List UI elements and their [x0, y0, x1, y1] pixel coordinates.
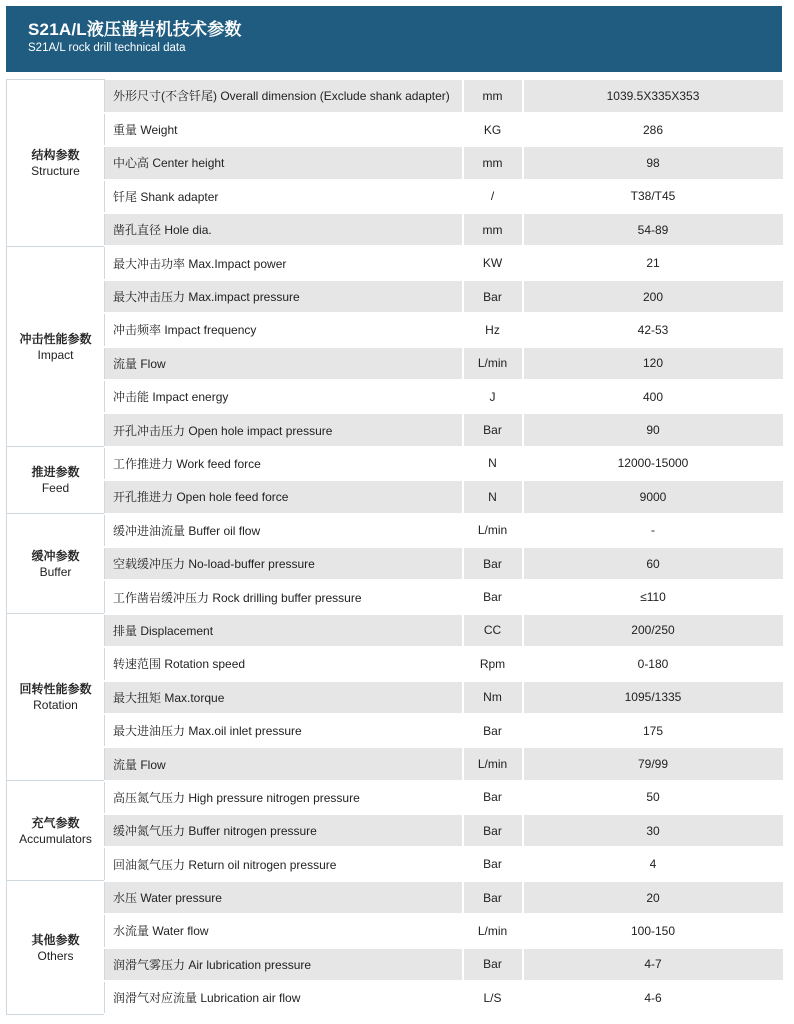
parameter-cell: 冲击能 Impact energy — [105, 380, 463, 413]
value-cell: 60 — [523, 547, 783, 580]
category-name-en: Accumulators — [19, 831, 92, 846]
parameter-cell: 缓冲氮气压力 Buffer nitrogen pressure — [105, 814, 463, 847]
table-row — [7, 547, 783, 580]
unit-cell: Bar — [463, 781, 523, 814]
category-name-cn: 结构参数 — [31, 147, 80, 162]
unit-cell: mm — [463, 213, 523, 246]
value-cell: ≤110 — [523, 580, 783, 613]
category-name-en: Buffer — [39, 564, 72, 579]
parameter-cell: 转速范围 Rotation speed — [105, 647, 463, 680]
table-row — [7, 146, 783, 179]
unit-cell: mm — [463, 80, 523, 113]
unit-cell: N — [463, 447, 523, 480]
table-row — [7, 914, 783, 947]
parameter-cell: 回油氮气压力 Return oil nitrogen pressure — [105, 847, 463, 880]
parameter-cell: 钎尾 Shank adapter — [105, 180, 463, 213]
value-cell: 9000 — [523, 480, 783, 513]
category-name-cn: 其他参数 — [31, 932, 80, 947]
category-name-en: Feed — [41, 481, 70, 496]
unit-cell: N — [463, 480, 523, 513]
value-cell: 54-89 — [523, 213, 783, 246]
parameter-cell: 润滑气对应流量 Lubrication air flow — [105, 981, 463, 1014]
table-row — [7, 447, 783, 480]
parameter-cell: 冲击频率 Impact frequency — [105, 313, 463, 346]
category-name-en: Rotation — [33, 698, 78, 713]
value-cell: 1039.5X335X353 — [523, 80, 783, 113]
header-banner — [6, 6, 782, 72]
table-row — [7, 981, 783, 1014]
table-row — [7, 580, 783, 613]
value-cell: 4 — [523, 847, 783, 880]
unit-cell: L/min — [463, 514, 523, 547]
value-cell: 286 — [523, 113, 783, 146]
category-cell — [7, 447, 105, 514]
table-row — [7, 814, 783, 847]
unit-cell: Bar — [463, 948, 523, 981]
parameter-cell: 最大冲击功率 Max.Impact power — [105, 246, 463, 279]
parameter-cell: 中心高 Center height — [105, 146, 463, 179]
table-row — [7, 480, 783, 513]
parameter-cell: 水流量 Water flow — [105, 914, 463, 947]
value-cell: 0-180 — [523, 647, 783, 680]
spec-sheet — [6, 6, 782, 1015]
unit-cell: L/min — [463, 914, 523, 947]
parameter-cell: 凿孔直径 Hole dia. — [105, 213, 463, 246]
unit-cell: CC — [463, 614, 523, 647]
unit-cell: Bar — [463, 280, 523, 313]
parameter-cell: 流量 Flow — [105, 347, 463, 380]
value-cell: 200/250 — [523, 614, 783, 647]
unit-cell: Bar — [463, 847, 523, 880]
table-row — [7, 313, 783, 346]
parameter-cell: 最大冲击压力 Max.impact pressure — [105, 280, 463, 313]
value-cell: 50 — [523, 781, 783, 814]
parameter-cell: 外形尺寸(不含钎尾) Overall dimension (Exclude shank adapter) — [105, 80, 463, 113]
category-cell — [7, 881, 105, 1015]
spec-table — [6, 79, 783, 1015]
value-cell: 175 — [523, 714, 783, 747]
unit-cell: / — [463, 180, 523, 213]
value-cell: 30 — [523, 814, 783, 847]
unit-cell: Bar — [463, 814, 523, 847]
table-row — [7, 380, 783, 413]
category-cell — [7, 614, 105, 781]
parameter-cell: 开孔推进力 Open hole feed force — [105, 480, 463, 513]
table-row — [7, 113, 783, 146]
table-row — [7, 280, 783, 313]
unit-cell: Bar — [463, 580, 523, 613]
unit-cell: L/min — [463, 347, 523, 380]
table-row — [7, 681, 783, 714]
parameter-cell: 排量 Displacement — [105, 614, 463, 647]
category-cell — [7, 781, 105, 881]
value-cell: 4-7 — [523, 948, 783, 981]
parameter-cell: 开孔冲击压力 Open hole impact pressure — [105, 413, 463, 446]
table-row — [7, 514, 783, 547]
value-cell: 4-6 — [523, 981, 783, 1014]
value-cell: 90 — [523, 413, 783, 446]
value-cell: 98 — [523, 146, 783, 179]
parameter-cell: 工作推进力 Work feed force — [105, 447, 463, 480]
unit-cell: Bar — [463, 714, 523, 747]
value-cell: 20 — [523, 881, 783, 914]
category-name-en: Others — [37, 948, 74, 963]
parameter-cell: 水压 Water pressure — [105, 881, 463, 914]
category-name-en: Structure — [31, 163, 80, 178]
table-row — [7, 881, 783, 914]
value-cell: 12000-15000 — [523, 447, 783, 480]
page-title: S21A/L液压凿岩机技术参数 — [28, 20, 242, 39]
parameter-cell: 缓冲进油流量 Buffer oil flow — [105, 514, 463, 547]
value-cell: T38/T45 — [523, 180, 783, 213]
unit-cell: Rpm — [463, 647, 523, 680]
unit-cell: Nm — [463, 681, 523, 714]
unit-cell: L/min — [463, 747, 523, 780]
value-cell: 100-150 — [523, 914, 783, 947]
table-row — [7, 80, 783, 113]
table-row — [7, 213, 783, 246]
table-row — [7, 948, 783, 981]
category-name-cn: 充气参数 — [31, 815, 80, 830]
table-row — [7, 647, 783, 680]
table-row — [7, 847, 783, 880]
value-cell: 200 — [523, 280, 783, 313]
unit-cell: L/S — [463, 981, 523, 1014]
unit-cell: J — [463, 380, 523, 413]
table-row — [7, 614, 783, 647]
value-cell: 21 — [523, 246, 783, 279]
unit-cell: Bar — [463, 881, 523, 914]
category-cell — [7, 246, 105, 446]
value-cell: 1095/1335 — [523, 681, 783, 714]
table-row — [7, 747, 783, 780]
parameter-cell: 润滑气雾压力 Air lubrication pressure — [105, 948, 463, 981]
table-row — [7, 246, 783, 279]
category-name-cn: 冲击性能参数 — [19, 331, 92, 346]
table-row — [7, 347, 783, 380]
parameter-cell: 流量 Flow — [105, 747, 463, 780]
parameter-cell: 高压氮气压力 High pressure nitrogen pressure — [105, 781, 463, 814]
parameter-cell: 最大扭矩 Max.torque — [105, 681, 463, 714]
unit-cell: Bar — [463, 413, 523, 446]
table-row — [7, 714, 783, 747]
value-cell: 79/99 — [523, 747, 783, 780]
unit-cell: Hz — [463, 313, 523, 346]
unit-cell: Bar — [463, 547, 523, 580]
table-row — [7, 413, 783, 446]
value-cell: - — [523, 514, 783, 547]
unit-cell: mm — [463, 146, 523, 179]
parameter-cell: 空载缓冲压力 No-load-buffer pressure — [105, 547, 463, 580]
unit-cell: KW — [463, 246, 523, 279]
parameter-cell: 重量 Weight — [105, 113, 463, 146]
page-subtitle: S21A/L rock drill technical data — [28, 42, 186, 54]
value-cell: 400 — [523, 380, 783, 413]
category-name-cn: 缓冲参数 — [31, 548, 80, 563]
unit-cell: KG — [463, 113, 523, 146]
value-cell: 120 — [523, 347, 783, 380]
parameter-cell: 工作凿岩缓冲压力 Rock drilling buffer pressure — [105, 580, 463, 613]
category-cell — [7, 514, 105, 614]
table-row — [7, 180, 783, 213]
category-name-cn: 推进参数 — [31, 465, 80, 480]
value-cell: 42-53 — [523, 313, 783, 346]
category-cell — [7, 80, 105, 247]
category-name-en: Impact — [37, 347, 74, 362]
category-name-cn: 回转性能参数 — [19, 682, 92, 697]
table-row — [7, 781, 783, 814]
parameter-cell: 最大进油压力 Max.oil inlet pressure — [105, 714, 463, 747]
